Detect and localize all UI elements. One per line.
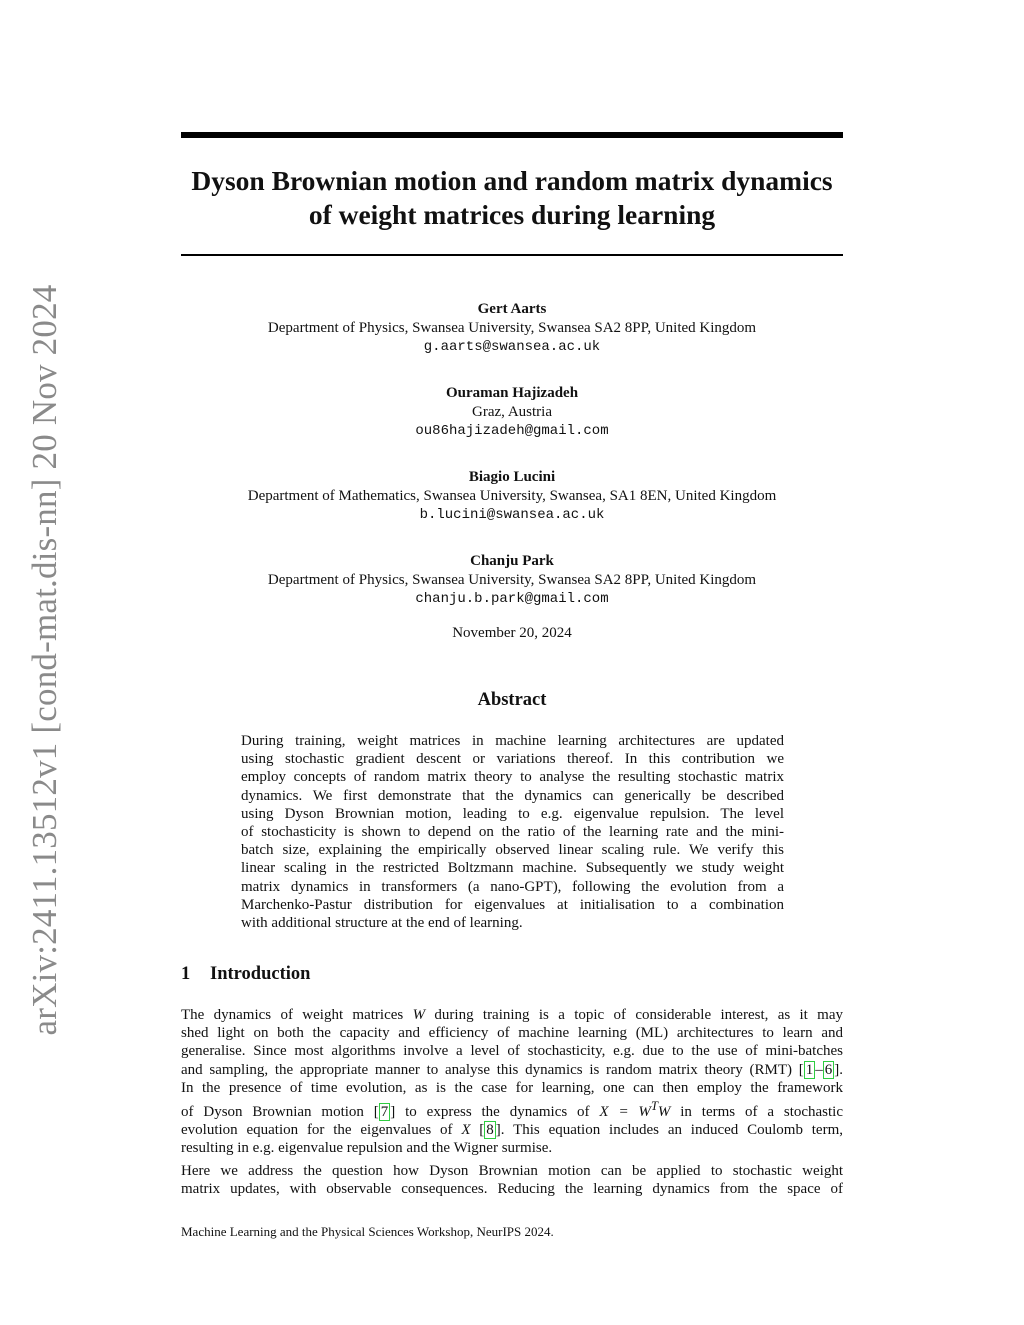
intro-paragraph-1 xyxy=(181,1006,843,1158)
author-email[interactable]: ou86hajizadeh@gmail.com xyxy=(415,423,609,439)
math-x-equation: $X = W^TW$ xyxy=(599,1099,671,1121)
author-name: Biagio Lucini xyxy=(468,469,556,485)
paper-title xyxy=(181,164,843,232)
title-line-2: of weight matrices during learning xyxy=(308,199,716,230)
abstract-line: Marchenko-Pastur distribution for eigenvalues at initialisation to a combination xyxy=(241,896,784,913)
author-email[interactable]: g.aarts@swansea.ac.uk xyxy=(423,339,601,355)
paragraph-line: In the presence of time evolution, as is the case for learning, one can then employ the framework xyxy=(181,1079,843,1096)
author-name: Ouraman Hajizadeh xyxy=(445,385,579,401)
math-x: X xyxy=(461,1122,471,1139)
paragraph-line: evolution equation for the eigenvalues of X [ 8 ]. This equation includes an induced Coulomb term, xyxy=(181,1122,843,1139)
math-w: W xyxy=(412,1007,426,1023)
abstract-line: During training, weight matrices in machine learning architectures are updated xyxy=(241,733,784,749)
section-title: Introduction xyxy=(210,964,311,984)
paragraph-line: resulting in e.g. eigenvalue repulsion and the Wigner surmise. xyxy=(181,1140,553,1157)
title-line-1: Dyson Brownian motion and random matrix dynamics xyxy=(191,165,833,196)
author-affiliation: Department of Physics, Swansea University, Swansea SA2 8PP, United Kingdom xyxy=(267,572,757,588)
author-name: Gert Aarts xyxy=(477,301,547,317)
title-top-rule xyxy=(181,132,843,138)
paragraph-line: shed light on both the capacity and efficiency of machine learning (ML) architectures to learn and xyxy=(181,1025,843,1042)
paragraph-line: matrix updates, with observable consequences. Reducing the learning dynamics from the space of xyxy=(181,1181,843,1198)
abstract-body xyxy=(241,732,784,932)
citation-link[interactable]: 8 xyxy=(486,1122,494,1139)
abstract-line: using Dyson Brownian motion, leading to e.g. eigenvalue repulsion. The level xyxy=(241,805,784,822)
author-affiliation: Graz, Austria xyxy=(472,404,552,420)
paragraph-line: generalise. Since most algorithms involve a level of stochasticity, e.g. due to the use of mini-batches xyxy=(181,1043,843,1060)
author-email[interactable]: b.lucini@swansea.ac.uk xyxy=(419,507,605,523)
citation-link[interactable]: 1 xyxy=(805,1061,814,1078)
paragraph-line: Here we address the question how Dyson Brownian motion can be applied to stochastic weight xyxy=(181,1163,843,1179)
abstract-line: employ concepts of random matrix theory to analyse the resulting stochastic matrix xyxy=(241,769,784,786)
abstract-line: using stochastic gradient descent or variations thereof. In this contribution we xyxy=(241,751,784,768)
title-bottom-rule xyxy=(181,254,843,256)
section-heading-introduction xyxy=(181,964,310,985)
author-name: Chanju Park xyxy=(470,553,554,569)
author-block xyxy=(181,300,843,357)
abstract-line: matrix dynamics in transformers (a nano-GPT), following the evolution from a xyxy=(241,878,784,895)
author-block xyxy=(181,468,843,525)
abstract-line: with additional structure at the end of learning. xyxy=(241,915,523,932)
abstract-line: dynamics. We first demonstrate that the dynamics can generically be described xyxy=(241,787,784,804)
footer-venue: Machine Learning and the Physical Sciences Workshop, NeurIPS 2024. xyxy=(181,1224,554,1239)
abstract-line: of stochasticity is shown to depend on the ratio of the learning rate and the mini- xyxy=(241,824,784,841)
citation-link[interactable]: 7 xyxy=(380,1104,389,1121)
author-block xyxy=(181,552,843,609)
paragraph-line: of Dyson Brownian motion [ 7 ] to express the dynamics of $X = W^TW$ in terms of a stochastic xyxy=(181,1099,844,1121)
abstract-line: batch size, explaining the empirically observed linear scaling rule. We verify this xyxy=(241,842,784,859)
citation-link[interactable]: 6 xyxy=(824,1061,833,1078)
abstract-line: linear scaling in the restricted Boltzmann machine. Subsequently we study weight xyxy=(241,860,784,877)
author-affiliation: Department of Physics, Swansea University, Swansea SA2 8PP, United Kingdom xyxy=(267,320,757,336)
author-affiliation: Department of Mathematics, Swansea University, Swansea, SA1 8EN, United Kingdom xyxy=(247,488,777,504)
paragraph-line: The dynamics of weight matrices W during training is a topic of considerable interest, as it may xyxy=(181,1007,843,1023)
author-block xyxy=(181,384,843,441)
abstract-heading: Abstract xyxy=(477,690,547,710)
author-email[interactable]: chanju.b.park@gmail.com xyxy=(415,591,609,607)
paragraph-line: and sampling, the appropriate manner to analyse this dynamics is random matrix theory (RMT) [ 1 – 6 ]. xyxy=(181,1061,843,1078)
section-number: 1 xyxy=(181,964,191,984)
paper-date: November 20, 2024 xyxy=(452,625,572,641)
intro-paragraph-2 xyxy=(181,1162,843,1198)
arxiv-side-stamp: arXiv:2411.13512v1 [cond-mat.dis-nn] 20 Nov 2024 xyxy=(25,284,64,1036)
